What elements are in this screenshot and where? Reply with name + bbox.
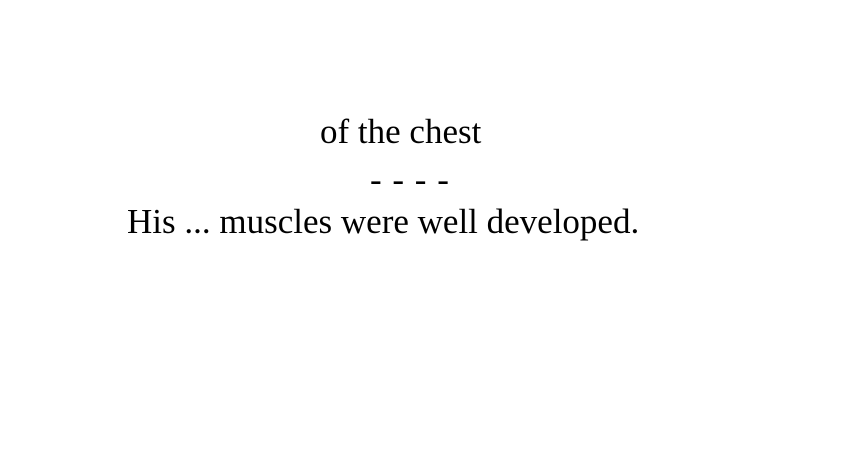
card-prompt: of the chest [320, 112, 482, 151]
card-sentence: His ... muscles were well developed. [127, 202, 640, 241]
card-separator: - - - - [370, 160, 450, 199]
